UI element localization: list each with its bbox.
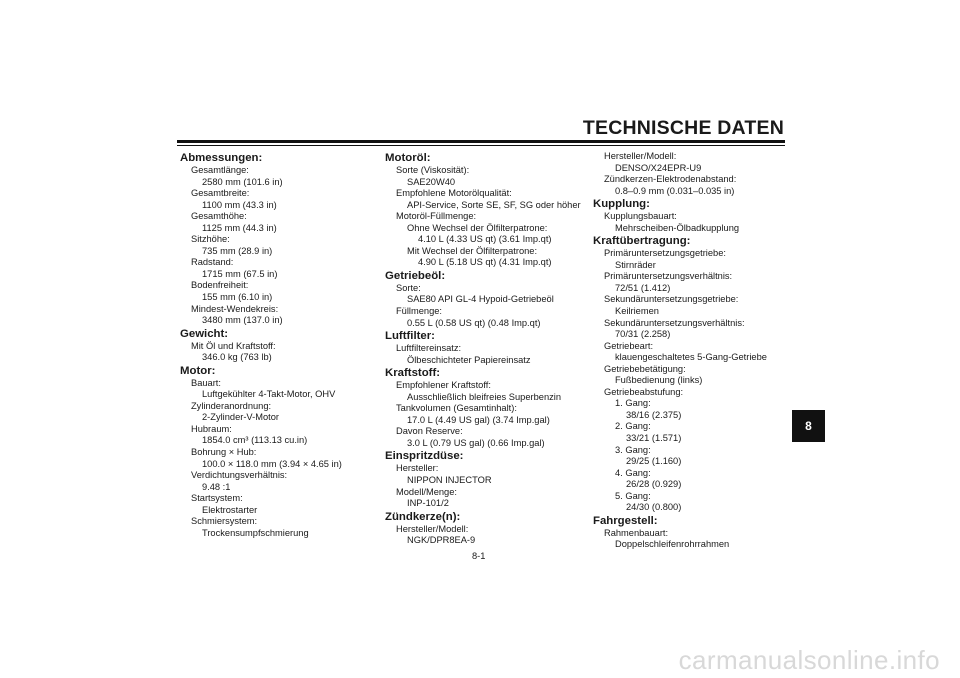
spec-value: Mit Wechsel der Ölfilterpatrone: xyxy=(407,245,538,256)
spec-label: Davon Reserve: xyxy=(396,426,463,437)
spec-label: Sekundäruntersetzungsgetriebe: xyxy=(604,294,739,305)
spec-value: 1715 mm (67.5 in) xyxy=(202,268,278,279)
spec-label: Empfohlener Kraftstoff: xyxy=(396,380,491,391)
spec-label: Startsystem: xyxy=(191,493,243,504)
spec-label: Hersteller: xyxy=(396,463,439,474)
spec-label: Sitzhöhe: xyxy=(191,234,230,245)
section-heading: Kupplung: xyxy=(593,198,650,211)
spec-label: Primäruntersetzungsgetriebe: xyxy=(604,248,726,259)
spec-value: 2. Gang: xyxy=(615,421,651,432)
spec-label: Schmiersystem: xyxy=(191,516,258,527)
spec-label: Getriebebetätigung: xyxy=(604,363,686,374)
spec-value: SAE80 API GL-4 Hypoid-Getriebeöl xyxy=(407,294,554,305)
spec-label: Empfohlene Motorölqualität: xyxy=(396,188,512,199)
spec-value: NGK/DPR8EA-9 xyxy=(407,535,476,546)
spec-label: Primäruntersetzungsverhältnis: xyxy=(604,271,733,282)
spec-value: 1. Gang: xyxy=(615,398,651,409)
spec-value: 0.8–0.9 mm (0.031–0.035 in) xyxy=(615,185,735,196)
spec-label: Füllmenge: xyxy=(396,306,442,317)
spec-label: Hubraum: xyxy=(191,423,232,434)
spec-value: klauengeschaltetes 5-Gang-Getriebe xyxy=(615,352,767,363)
spec-value: 0.55 L (0.58 US qt) (0.48 Imp.qt) xyxy=(407,317,541,328)
spec-value: Doppelschleifenrohrrahmen xyxy=(615,539,730,550)
spec-label: Sorte: xyxy=(396,282,421,293)
spec-value: API-Service, Sorte SE, SF, SG oder höher xyxy=(407,199,581,210)
spec-label: Modell/Menge: xyxy=(396,486,457,497)
spec-label: Getriebeart: xyxy=(604,340,654,351)
spec-label: Luftfiltereinsatz: xyxy=(396,343,462,354)
spec-value: Luftgekühlter 4-Takt-Motor, OHV xyxy=(202,389,336,400)
spec-value: 3480 mm (137.0 in) xyxy=(202,315,283,326)
spec-label: Bohrung × Hub: xyxy=(191,447,257,458)
spec-label: Sorte (Viskosität): xyxy=(396,165,470,175)
spec-value: 1100 mm (43.3 in) xyxy=(202,199,277,210)
spec-label: Bauart: xyxy=(191,377,221,388)
spec-label: Hersteller/Modell: xyxy=(604,151,677,161)
spec-value: Stirnräder xyxy=(615,259,656,270)
header-rule-thin xyxy=(177,145,785,146)
page-number: 8-1 xyxy=(472,551,486,561)
spec-value: 3.0 L (0.79 US gal) (0.66 Imp.gal) xyxy=(407,437,545,448)
spec-value: SAE20W40 xyxy=(407,176,456,187)
spec-value: Trockensumpfschmierung xyxy=(202,527,309,538)
spec-label: Verdichtungsverhältnis: xyxy=(191,470,288,481)
spec-value: Mehrscheiben-Ölbadkupplung xyxy=(615,222,740,233)
section-heading: Kraftübertragung: xyxy=(593,235,691,248)
spec-value: 155 mm (6.10 in) xyxy=(202,292,273,303)
chapter-tab: 8 xyxy=(792,410,825,442)
spec-value: 29/25 (1.160) xyxy=(626,456,682,467)
section-heading: Motoröl: xyxy=(385,152,431,164)
page-title: TECHNISCHE DATEN xyxy=(582,117,784,139)
header-rule-thick xyxy=(177,140,785,143)
spec-label: Hersteller/Modell: xyxy=(396,523,469,534)
section-heading: Zündkerze(n): xyxy=(385,510,461,523)
spec-value: 24/30 (0.800) xyxy=(626,502,682,513)
spec-value: Fußbedienung (links) xyxy=(615,375,703,386)
spec-value: 38/16 (2.375) xyxy=(626,409,682,420)
spec-label: Mindest-Wendekreis: xyxy=(191,303,279,314)
spec-label: Kupplungsbauart: xyxy=(604,211,677,222)
spec-value: Ölbeschichteter Papiereinsatz xyxy=(407,354,531,365)
spec-label: Zylinderanordnung: xyxy=(191,400,272,411)
spec-value: 5. Gang: xyxy=(615,490,651,501)
spec-value: 735 mm (28.9 in) xyxy=(202,245,273,256)
spec-value: DENSO/X24EPR-U9 xyxy=(615,162,702,173)
spec-value: Ohne Wechsel der Ölfilterpatrone: xyxy=(407,222,548,233)
spec-value: 26/28 (0.929) xyxy=(626,479,682,490)
spec-label: Mit Öl und Kraftstoff: xyxy=(191,340,276,351)
spec-value: 2580 mm (101.6 in) xyxy=(202,176,283,187)
spec-value: INP-101/2 xyxy=(407,498,449,509)
spec-value: 2-Zylinder-V-Motor xyxy=(202,412,279,423)
section-heading: Gewicht: xyxy=(180,327,229,340)
spec-label: Zündkerzen-Elektrodenabstand: xyxy=(604,174,737,185)
spec-label: Gesamtbreite: xyxy=(191,188,250,199)
spec-value: Elektrostarter xyxy=(202,504,258,515)
section-heading: Getriebeöl: xyxy=(385,269,446,282)
section-heading: Einspritzdüse: xyxy=(385,450,464,463)
spec-value: 100.0 × 118.0 mm (3.94 × 4.65 in) xyxy=(202,458,342,469)
spec-label: Getriebeabstufung: xyxy=(604,386,684,397)
spec-value: 72/51 (1.412) xyxy=(615,282,671,293)
section-heading: Motor: xyxy=(180,364,216,377)
spec-value: 33/21 (1.571) xyxy=(626,433,682,444)
spec-value: Keilriemen xyxy=(615,306,659,317)
spec-label: Tankvolumen (Gesamtinhalt): xyxy=(396,403,517,414)
spec-value: 70/31 (2.258) xyxy=(615,329,671,340)
section-heading: Fahrgestell: xyxy=(593,514,658,527)
spec-value: 9.48 :1 xyxy=(202,481,231,492)
spec-value: 1125 mm (44.3 in) xyxy=(202,222,277,233)
section-heading: Kraftstoff: xyxy=(385,367,441,380)
spec-label: Sekundäruntersetzungsverhältnis: xyxy=(604,317,745,328)
spec-value: 1854.0 cm³ (113.13 cu.in) xyxy=(202,435,308,446)
spec-label: Radstand: xyxy=(191,257,234,268)
spec-value: NIPPON INJECTOR xyxy=(407,475,492,486)
spec-label: Gesamtlänge: xyxy=(191,165,249,175)
spec-value: 4. Gang: xyxy=(615,467,651,478)
spec-value: 17.0 L (4.49 US gal) (3.74 Imp.gal) xyxy=(407,414,550,425)
spec-label: Motoröl-Füllmenge: xyxy=(396,211,477,222)
spec-label: Bodenfreiheit: xyxy=(191,280,249,291)
spec-label: Gesamthöhe: xyxy=(191,211,247,222)
spec-value: 4.90 L (5.18 US qt) (4.31 Imp.qt) xyxy=(418,257,552,268)
spec-column-2 xyxy=(385,151,590,547)
watermark: carmanualsonline.info xyxy=(678,645,940,675)
spec-value: Ausschließlich bleifreies Superbenzin xyxy=(407,391,561,402)
section-heading: Abmessungen: xyxy=(180,152,263,164)
spec-value: 3. Gang: xyxy=(615,444,651,455)
spec-column-3 xyxy=(593,151,793,551)
spec-value: 346.0 kg (763 lb) xyxy=(202,352,272,363)
spec-column-1 xyxy=(180,151,380,539)
spec-value: 4.10 L (4.33 US qt) (3.61 Imp.qt) xyxy=(418,234,552,245)
spec-label: Rahmenbauart: xyxy=(604,527,669,538)
section-heading: Luftfilter: xyxy=(385,330,435,343)
